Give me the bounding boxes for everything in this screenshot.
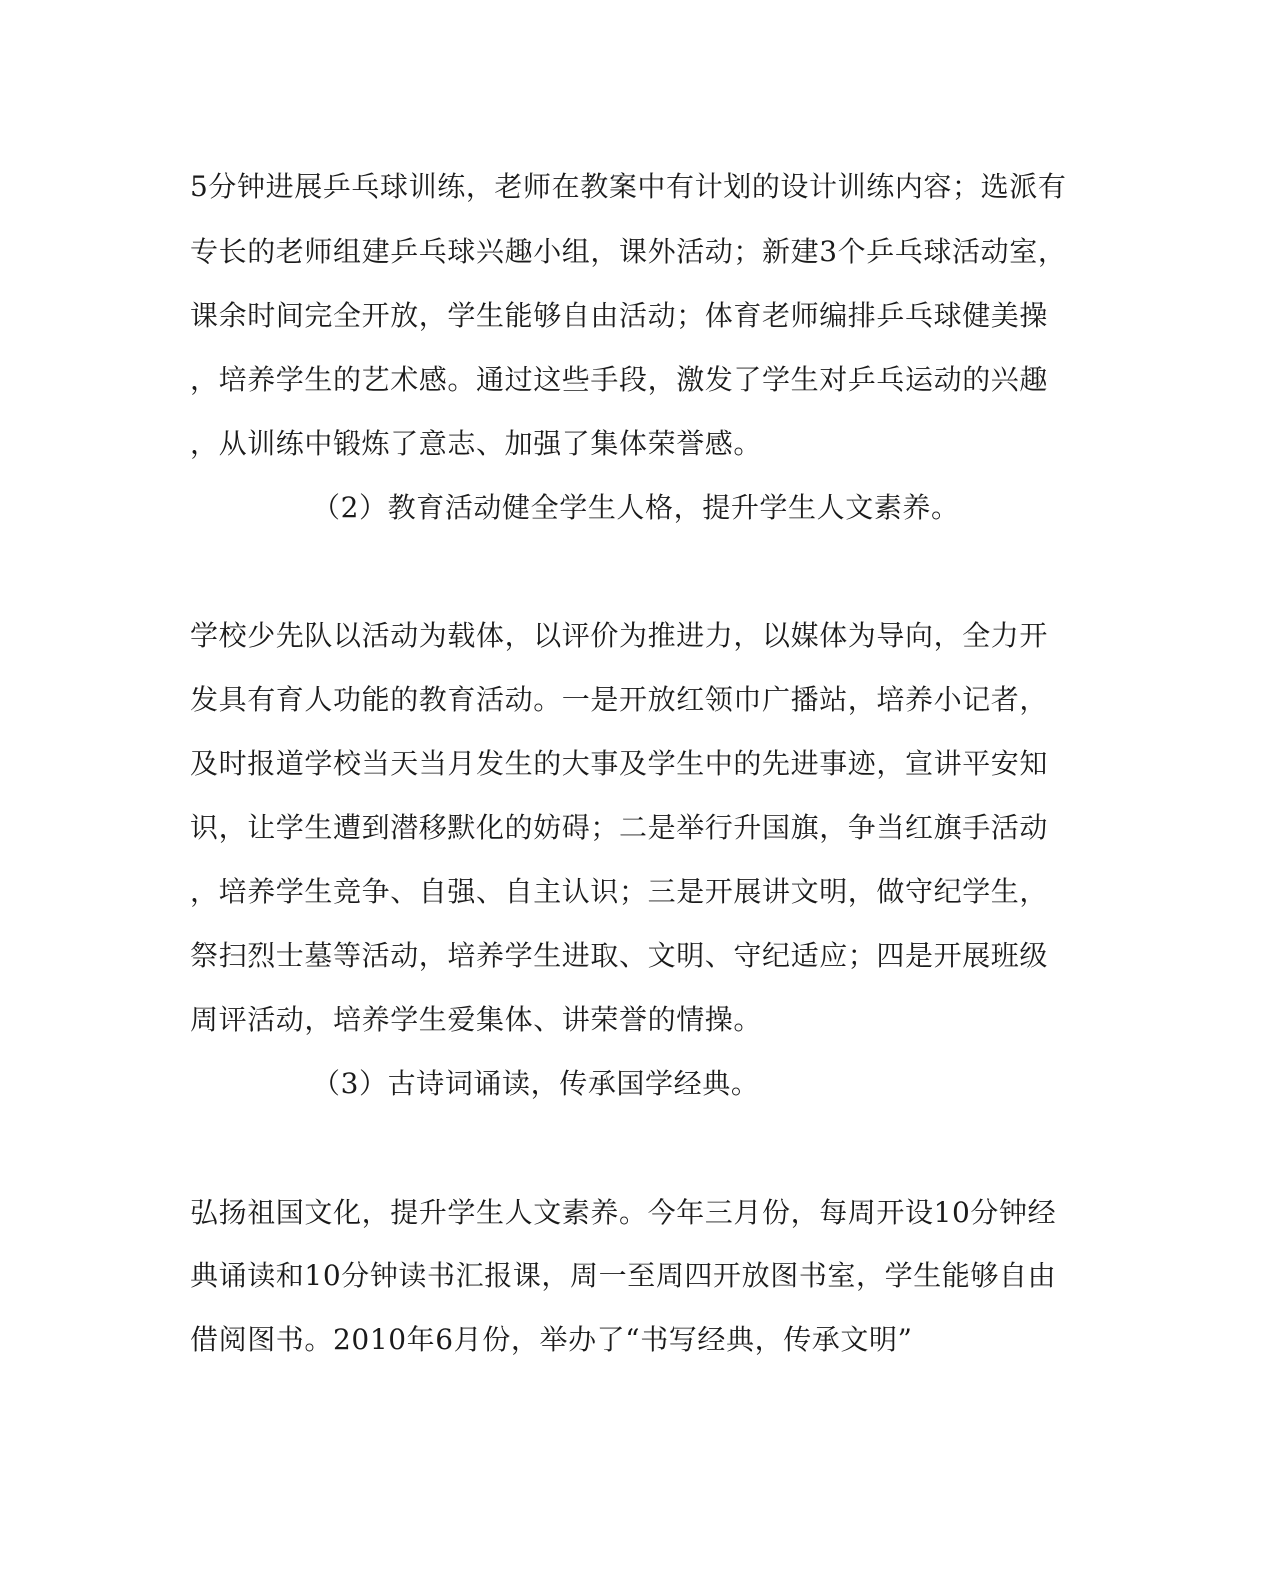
- paragraph-line: 学校少先队以活动为载体，以评价为推进力，以媒体为导向，全力开: [190, 619, 1049, 652]
- paragraph-line: 周评活动，培养学生爱集体、讲荣誉的情操。: [190, 1003, 763, 1036]
- paragraph-line: 祭扫烈士墓等活动，培养学生进取、文明、守纪适应；四是开展班级: [190, 939, 1049, 972]
- paragraph-line: 典诵读和10分钟读书汇报课，周一至周四开放图书室，学生能够自由: [190, 1259, 1057, 1292]
- paragraph-line: 识，让学生遭到潜移默化的妨碍；二是举行升国旗，争当红旗手活动: [190, 811, 1049, 844]
- paragraph-line: ，从训练中锻炼了意志、加强了集体荣誉感。: [190, 427, 763, 460]
- paragraph-line: ，培养学生竞争、自强、自主认识；三是开展讲文明，做守纪学生，: [190, 875, 1049, 908]
- paragraph-line: 专长的老师组建乒乓球兴趣小组，课外活动；新建3个乒乓球活动室，: [190, 235, 1067, 268]
- paragraph-line: 借阅图书。2010年6月份，举办了“书写经典，传承文明”: [190, 1323, 913, 1356]
- paragraph-line: 5分钟进展乒乓球训练，老师在教案中有计划的设计训练内容；选派有: [190, 170, 1067, 203]
- section-heading: （3）古诗词诵读，传承国学经典。: [312, 1067, 760, 1100]
- paragraph-line: 发具有育人功能的教育活动。一是开放红领巾广播站，培养小记者，: [190, 683, 1049, 716]
- paragraph-line: 弘扬祖国文化，提升学生人文素养。今年三月份，每周开设10分钟经: [190, 1196, 1057, 1229]
- section-heading: （2）教育活动健全学生人格，提升学生人文素养。: [312, 491, 960, 524]
- paragraph-line: 及时报道学校当天当月发生的大事及学生中的先进事迹，宣讲平安知: [190, 747, 1049, 780]
- paragraph-line: ，培养学生的艺术感。通过这些手段，激发了学生对乒乓运动的兴趣: [190, 363, 1049, 396]
- paragraph-line: 课余时间完全开放，学生能够自由活动；体育老师编排乒乓球健美操: [190, 299, 1049, 332]
